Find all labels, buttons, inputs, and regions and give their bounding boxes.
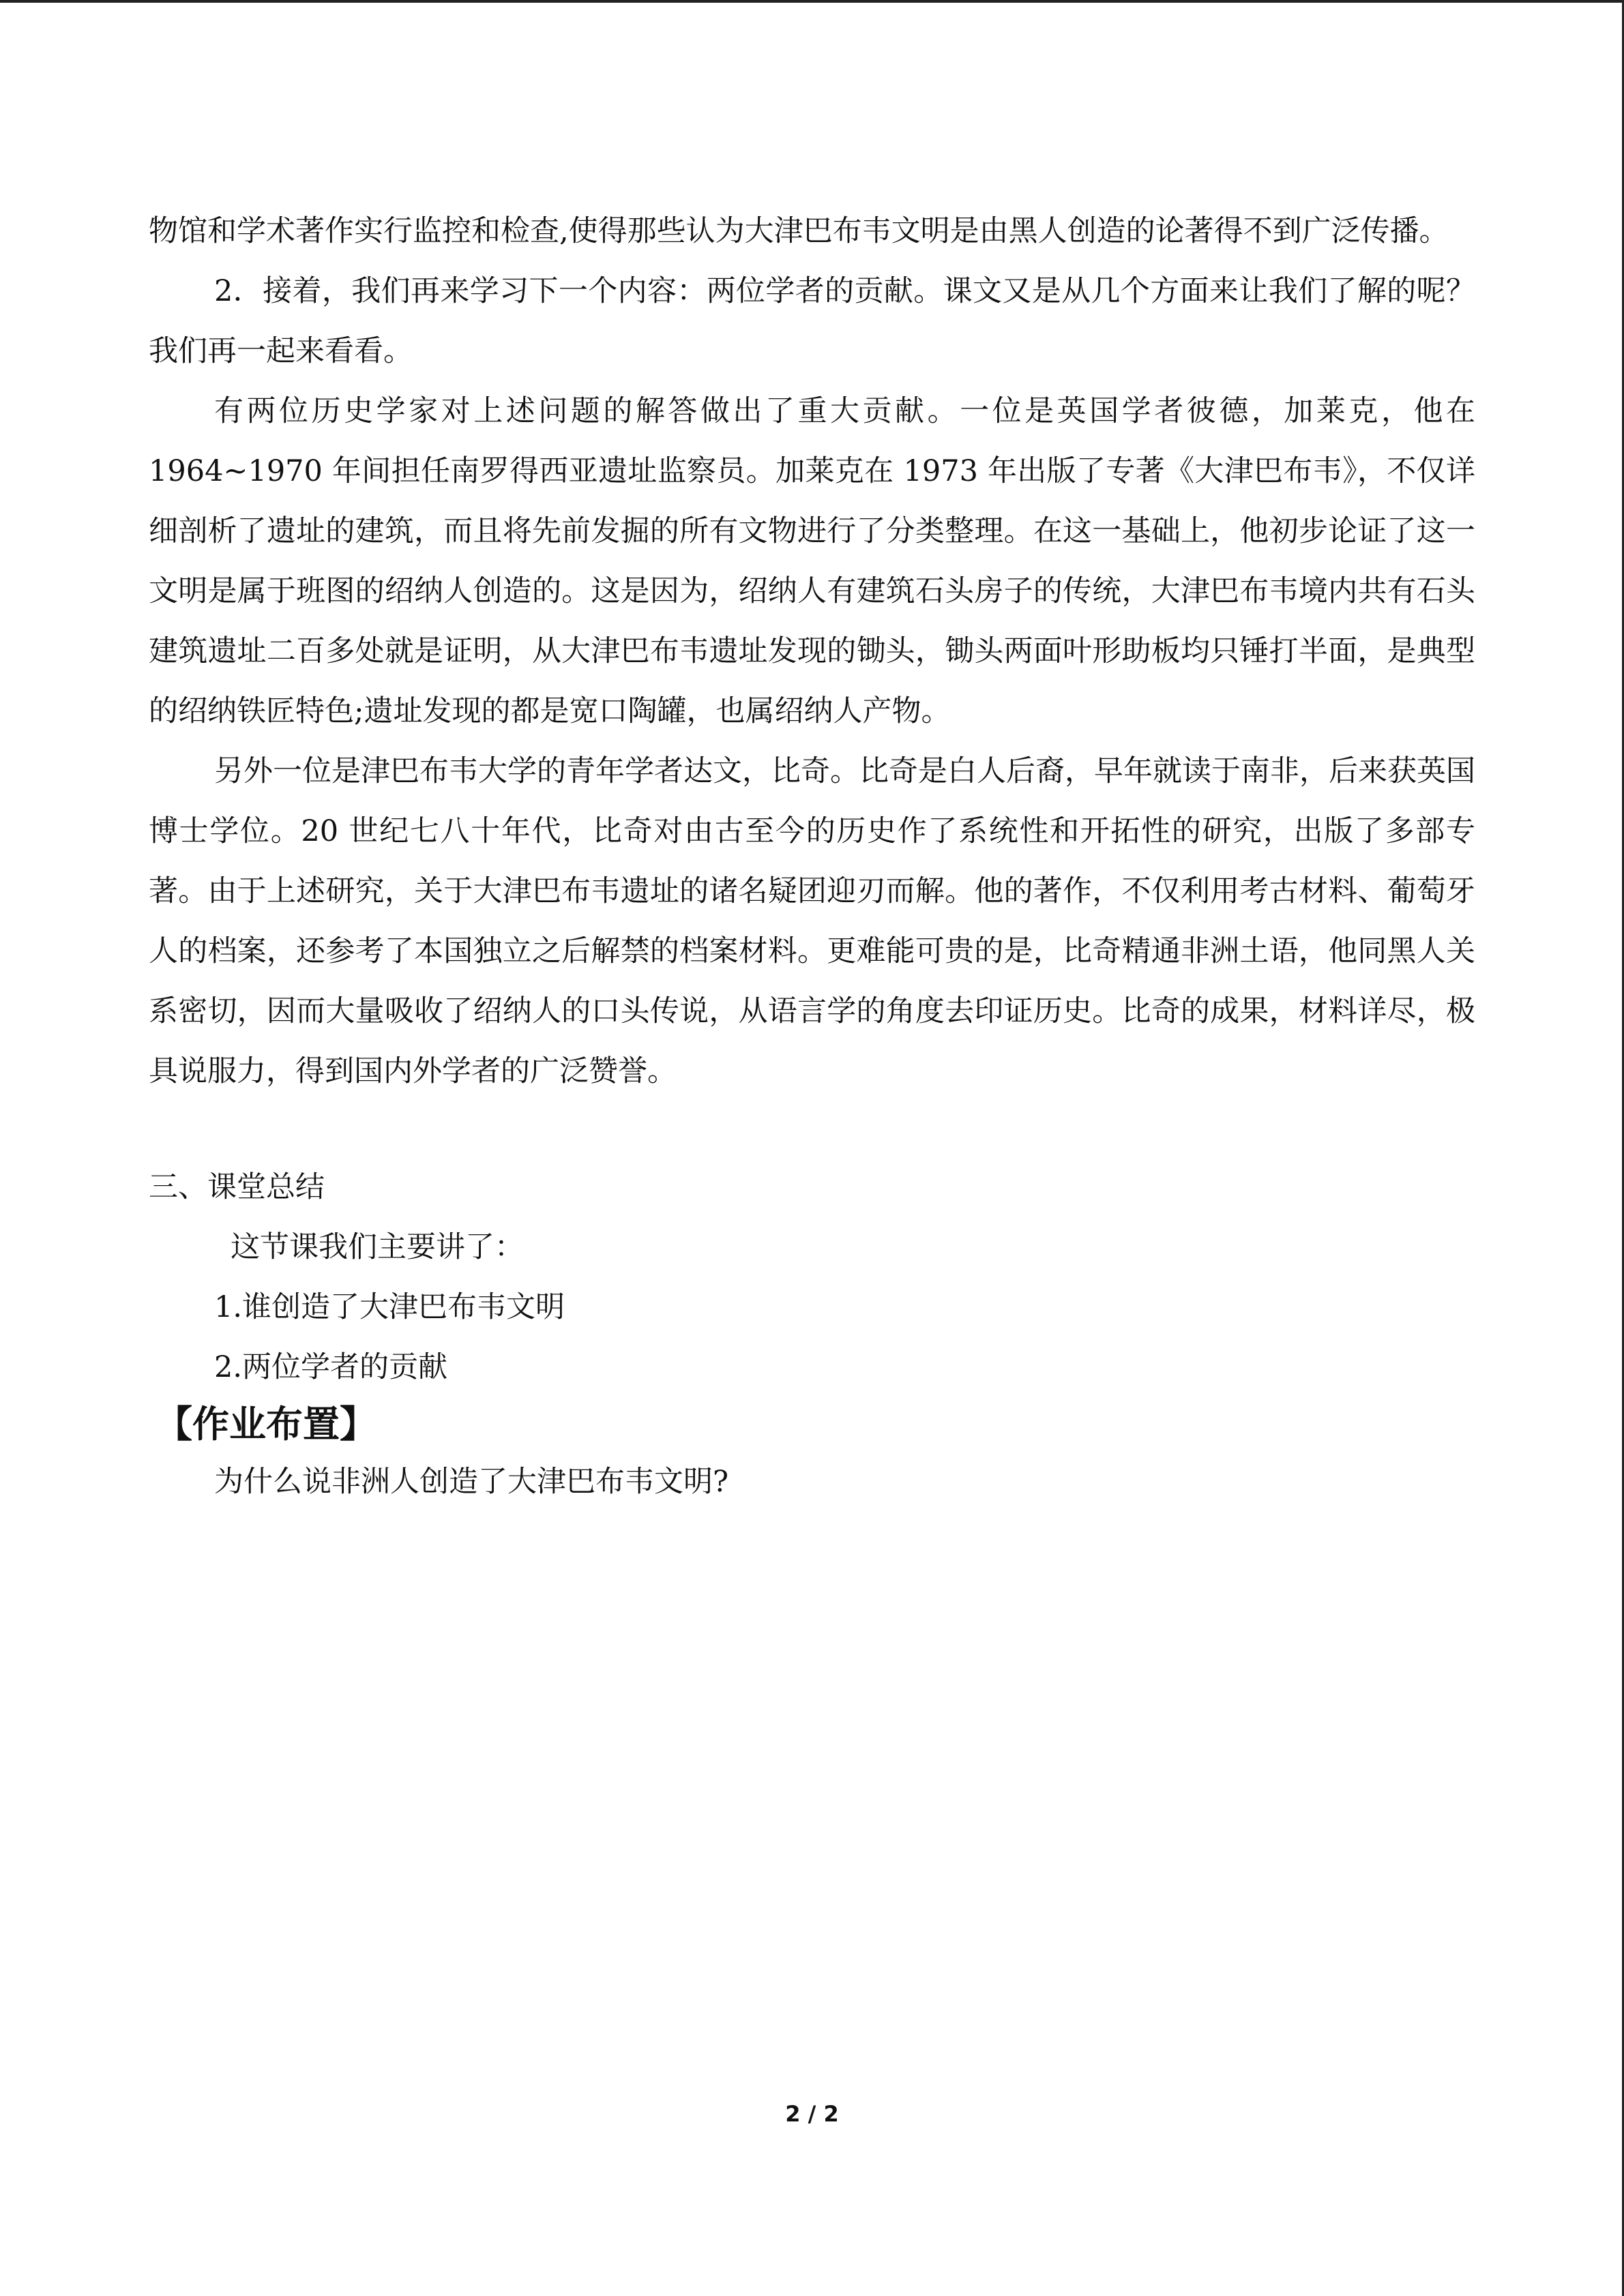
paragraph-garlake: 有两位历史学家对上述问题的解答做出了重大贡献。一位是英国学者彼德，加莱克，他在 1964~1970 年间担任南罗得西亚遗址监察员。加莱克在 1973 年出版了专著《大津巴布韦》，不仅详细剖析了遗址的建筑，而且将先前发掘的所有文物进行了分类整理。在这一基础上，他初步论证了这一文明是属于班图的绍纳人创造的。这是因为，绍纳人有建筑石头房子的传统，大津巴布韦境内共有石头建筑遗址二百多处就是证明，从大津巴布韦遗址发现的锄头，锄头两面叶形助板均只锤打半面，是典型的绍纳铁匠特色;遗址发现的都是宽口陶罐，也属绍纳人产物。 [149, 394, 1475, 728]
homework-question: 为什么说非洲人创造了大津巴布韦文明? [214, 1465, 729, 1499]
page-number: 2 / 2 [785, 2101, 839, 2127]
class-summary-section [149, 1157, 1475, 1397]
summary-item-1: 1.谁创造了大津巴布韦文明 [214, 1290, 565, 1324]
homework-heading: 【作业布置】 [156, 1403, 377, 1446]
page-top-border [0, 0, 1624, 3]
homework-section [149, 1397, 1475, 1512]
summary-intro: 这节课我们主要讲了： [231, 1230, 524, 1264]
summary-title: 三、课堂总结 [149, 1170, 325, 1204]
paragraph-two-scholars-intro: 2．接着，我们再来学习下一个内容：两位学者的贡献。课文又是从几个方面来让我们了解的呢？我们再一起来看看。 [149, 274, 1475, 368]
summary-item-2: 2.两位学者的贡献 [214, 1350, 448, 1384]
paragraph-continuation: 物馆和学术著作实行监控和检查,使得那些认为大津巴布韦文明是由黑人创造的论著得不到广泛传播。 [149, 214, 1449, 248]
document-page [149, 201, 1475, 1512]
paragraph-beach: 另外一位是津巴布韦大学的青年学者达文，比奇。比奇是白人后裔，早年就读于南非，后来获英国博士学位。20 世纪七八十年代，比奇对由古至今的历史作了系统性和开拓性的研究，出版了多部专著。由于上述研究，关于大津巴布韦遗址的诸名疑团迎刃而解。他的著作，不仅利用考古材料、葡萄牙人的档案，还参考了本国独立之后解禁的档案材料。更难能可贵的是，比奇精通非洲土语，他同黑人关系密切，因而大量吸收了绍纳人的口头传说，从语言学的角度去印证历史。比奇的成果，材料详尽，极具说服力，得到国内外学者的广泛赞誉。 [149, 754, 1475, 1088]
